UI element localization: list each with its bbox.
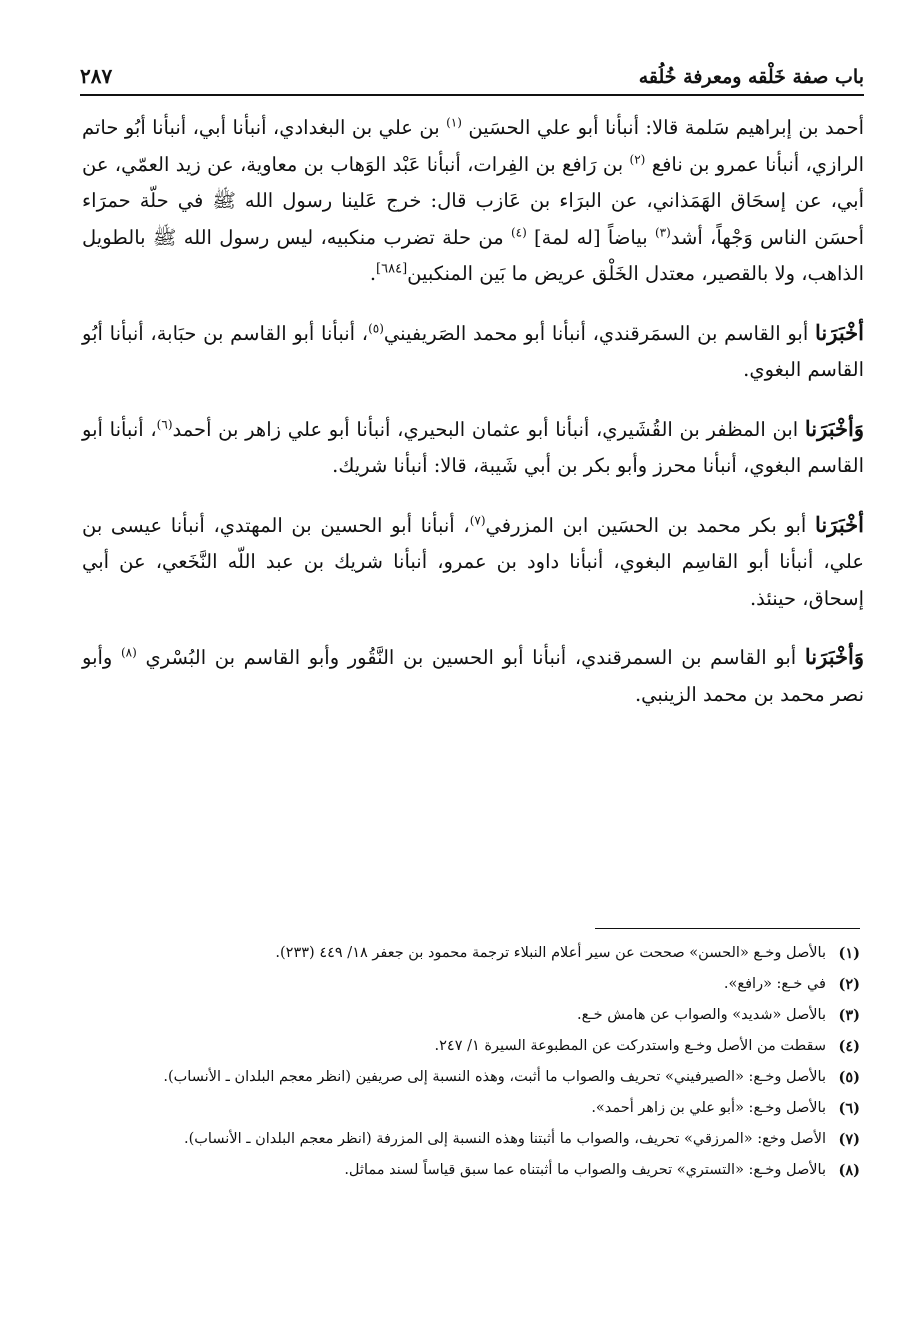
footnote-item [90,1066,860,1089]
footnote-item [90,1128,860,1151]
page-number: ٢٨٧ [80,64,113,88]
lead-word: وَأخْبَرَنا [804,415,865,441]
footnote-marker: (٥) [368,321,384,335]
paragraph-1 [82,110,864,293]
text-segment: . [369,262,377,285]
paragraph-2 [82,315,864,389]
text-segment: أحمد بن إبراهيم سَلمة قالا: أنبأنا أبو علي الحسَين [468,116,865,139]
paragraph-5 [82,639,864,713]
footnote-text: بالأصل وخـع: «التستري» تحريف والصواب ما أثبتناه عما سبق قياساً لسند مماثل. [344,1162,826,1178]
paragraph-4 [82,507,864,618]
footnotes [90,942,860,1190]
text-segment: بن رَافع بن الفِرات، أنبأنا عَبْد الوَهاب بن معاوية، عن زيد العمّي، عن أبي، عن إسحَاق الهَمَذاني، عن البرَاء بن عَازب قال: خرج عَلينا رسول الله ﷺ في حلّة حمرَاء أحسَن الناس وَجْهاً، أشد [82,152,864,249]
lead-word: أخْبَرَنا [815,319,864,345]
lead-word: أخْبَرَنا [815,511,864,537]
footnote-item [90,1004,860,1027]
footnote-text: الأصل وخع: «المرزقي» تحريف، والصواب ما أثبتنا وهذه النسبة إلى المزرفة (انظر معجم البلدان ـ الأنساب). [184,1131,826,1147]
text-segment: بن علي بن البغدادي، أنبأنا أبي، أنبأنا أبُو حاتم الرازي، أنبأنا عمرو بن نافع [82,116,864,176]
footnote-text: بالأصل «شديد» والصواب عن هامش خـع. [577,1007,826,1023]
footnote-text: بالأصل وخـع: «أبو علي بن زاهر أحمد». [591,1100,826,1116]
footnote-item [90,1035,860,1058]
text-segment: وأبو نصر محمد بن محمد الزينبي. [82,646,864,706]
main-text [82,110,864,713]
footnote-marker: (٨) [120,645,137,660]
paragraph-3 [82,411,864,485]
footnote-number: (١) [838,945,860,962]
running-title: باب صفة خَلْقه ومعرفة خُلُقه [638,66,864,88]
footnote-number: (٦) [838,1100,860,1117]
text-segment: ، أنبأنا أبو الحسين بن المهتدي، أنبأنا عيسى بن علي، أنبأنا أبو القاسِم البغوي، أنبأنا داود بن عمرو، أنبأنا شريك بن عبد اللّه النَّخَعي، عن أبي إسحاق، حينئذ. [82,513,864,610]
footnote-text: بالأصل وخـع: «الصيرفيني» تحريف والصواب ما أثبت، وهذه النسبة إلى صريفين (انظر معجم البلدان ـ الأنساب). [163,1069,826,1085]
footnote-marker: (٤) [510,225,527,239]
footnote-text: في خـع: «رافع». [723,976,826,992]
footnote-number: (٣) [838,1007,860,1024]
footnote-text: بالأصل وخـع «الحسن» صححت عن سير أعلام النبلاء ترجمة محمود بن جعفر ١٨/ ٤٤٩ (٢٣٣). [275,945,826,961]
footnote-marker: (٣) [654,225,671,239]
footnote-item [90,973,860,996]
footnote-text: سقطت من الأصل وخـع واستدركت عن المطبوعة السيرة ١/ ٢٤٧. [434,1038,826,1054]
text-segment: أبو القاسم بن السمرقندي، أنبأنا أبو الحسين بن النَّقُور وأبو القاسم بن البُسْري [145,646,797,669]
text-segment: من حلة تضرب منكبيه، ليس رسول الله ﷺ بالطويل الذاهب، ولا بالقصير، معتدل الخَلْق عريض ما بَين المنكبين [82,225,864,285]
lead-word: وَأخْبَرَنا [804,644,864,669]
footnote-number: (٧) [838,1131,860,1148]
running-head [80,48,864,96]
footnote-number: (٤) [838,1038,860,1055]
footnote-item [90,1159,860,1182]
footnote-item [90,942,860,965]
text-segment: أبو بكر محمد بن الحسَين ابن المزرفي [485,513,807,537]
footnote-number: (٢) [838,976,860,993]
footnote-marker: (٧) [469,513,486,527]
footnote-number: (٨) [838,1162,860,1179]
footnote-marker: (٦) [156,417,173,431]
text-segment: ، أنبأنا أبو القاسم البغوي، أنبأنا محرز وأبو بكر بن أبي شَيبة، قالا: أنبأنا شريك. [82,417,864,477]
text-segment: بياضاً [له لمة] [534,225,648,249]
footnote-item [90,1097,860,1120]
text-segment: أبو القاسم بن السمَرقندي، أنبأنا أبو محمد الصَريفيني [383,321,809,345]
page-reference: [٦٨٤] [376,261,408,277]
footnote-marker: (٢) [629,152,646,166]
text-segment: ، أنبأنا أبو القاسم بن حبَابة، أنبأنا أبُو القاسم البغوي. [82,321,864,381]
text-segment: ابن المظفر بن القُشَيري، أنبأنا أبو عثمان البحيري، أنبأنا أبو علي زاهر بن أحمد [172,417,799,441]
footnote-number: (٥) [838,1069,860,1086]
footnote-marker: (١) [446,115,462,130]
footnote-divider [595,928,860,929]
